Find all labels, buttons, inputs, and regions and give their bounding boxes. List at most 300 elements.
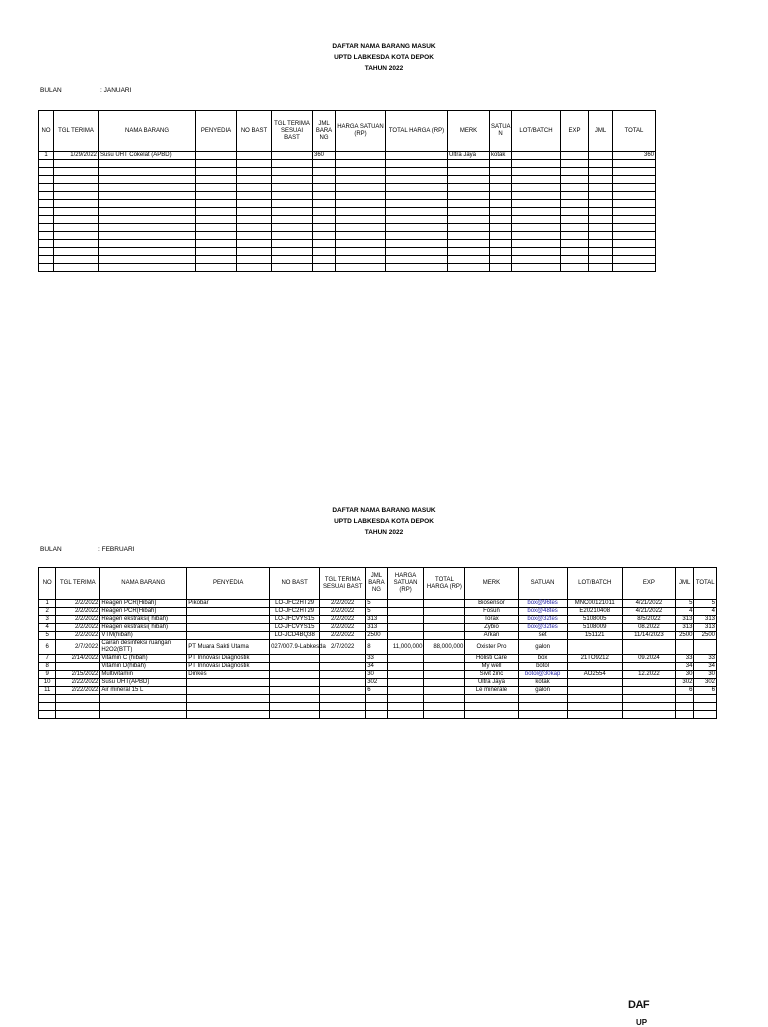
cell-no-bast[interactable] bbox=[237, 256, 272, 264]
cell-satuan[interactable] bbox=[490, 224, 512, 232]
cell-merk[interactable] bbox=[448, 232, 490, 240]
cell-jml[interactable]: 6 bbox=[676, 687, 694, 695]
cell-harga-satuan[interactable] bbox=[387, 711, 424, 719]
cell-tgl-terima[interactable] bbox=[56, 711, 100, 719]
cell-no[interactable] bbox=[39, 160, 54, 168]
cell-tgl-terima[interactable]: 2/2/2022 bbox=[56, 632, 100, 640]
cell-tgl-terima[interactable]: 1/29/2022 bbox=[54, 152, 99, 160]
cell-total[interactable] bbox=[694, 703, 717, 711]
cell-tgl-bast[interactable] bbox=[272, 232, 313, 240]
cell-tgl-terima[interactable] bbox=[54, 256, 99, 264]
cell-total[interactable] bbox=[613, 216, 656, 224]
cell-exp[interactable]: 09.2024 bbox=[622, 655, 675, 663]
cell-penyedia[interactable] bbox=[196, 176, 237, 184]
cell-total-harga[interactable] bbox=[386, 168, 448, 176]
cell-no[interactable]: 5 bbox=[39, 632, 56, 640]
cell-no[interactable]: 6 bbox=[39, 640, 56, 655]
cell-jml-barang[interactable]: 360 bbox=[313, 152, 336, 160]
cell-total[interactable] bbox=[613, 264, 656, 272]
cell-harga-satuan[interactable] bbox=[336, 168, 386, 176]
cell-tgl-terima[interactable] bbox=[54, 208, 99, 216]
cell-no[interactable] bbox=[39, 248, 54, 256]
cell-jml[interactable] bbox=[589, 224, 613, 232]
cell-nama-barang[interactable] bbox=[99, 240, 196, 248]
cell-nama-barang[interactable] bbox=[99, 176, 196, 184]
cell-total[interactable]: 33 bbox=[694, 655, 717, 663]
cell-tgl-bast[interactable]: 2/2/2022 bbox=[320, 624, 366, 632]
cell-merk[interactable]: Le minerale bbox=[465, 687, 518, 695]
cell-nama-barang[interactable] bbox=[100, 695, 187, 703]
cell-tgl-terima[interactable]: 2/2/2022 bbox=[56, 608, 100, 616]
cell-harga-satuan[interactable] bbox=[387, 624, 424, 632]
cell-jml[interactable] bbox=[589, 216, 613, 224]
cell-harga-satuan[interactable] bbox=[336, 208, 386, 216]
cell-total[interactable]: 360 bbox=[613, 152, 656, 160]
cell-jml[interactable] bbox=[589, 240, 613, 248]
cell-merk[interactable] bbox=[448, 224, 490, 232]
cell-penyedia[interactable] bbox=[187, 711, 270, 719]
cell-merk[interactable] bbox=[448, 160, 490, 168]
cell-merk[interactable]: Torax bbox=[465, 616, 518, 624]
cell-satuan[interactable]: box bbox=[518, 655, 567, 663]
cell-harga-satuan[interactable] bbox=[336, 192, 386, 200]
cell-exp[interactable] bbox=[561, 240, 589, 248]
cell-harga-satuan[interactable] bbox=[387, 616, 424, 624]
cell-jml-barang[interactable] bbox=[313, 192, 336, 200]
cell-tgl-terima[interactable] bbox=[54, 240, 99, 248]
cell-tgl-bast[interactable] bbox=[272, 224, 313, 232]
cell-exp[interactable] bbox=[561, 264, 589, 272]
cell-total-harga[interactable] bbox=[386, 216, 448, 224]
cell-penyedia[interactable] bbox=[187, 608, 270, 616]
cell-nama-barang[interactable] bbox=[99, 216, 196, 224]
cell-satuan[interactable]: kotak bbox=[518, 679, 567, 687]
cell-total-harga[interactable] bbox=[424, 608, 465, 616]
cell-tgl-bast[interactable] bbox=[272, 152, 313, 160]
cell-tgl-terima[interactable] bbox=[54, 216, 99, 224]
cell-penyedia[interactable] bbox=[187, 687, 270, 695]
cell-total-harga[interactable] bbox=[386, 160, 448, 168]
cell-total-harga[interactable] bbox=[424, 679, 465, 687]
cell-nama-barang[interactable]: Air mineral 15 L bbox=[100, 687, 187, 695]
cell-tgl-bast[interactable] bbox=[272, 256, 313, 264]
cell-total-harga[interactable] bbox=[386, 152, 448, 160]
cell-harga-satuan[interactable] bbox=[336, 176, 386, 184]
cell-lot-batch[interactable] bbox=[512, 184, 561, 192]
cell-exp[interactable] bbox=[622, 695, 675, 703]
cell-tgl-terima[interactable]: 2/2/2022 bbox=[56, 616, 100, 624]
cell-satuan[interactable]: box@32tes bbox=[518, 616, 567, 624]
cell-harga-satuan[interactable] bbox=[387, 655, 424, 663]
cell-satuan[interactable] bbox=[490, 240, 512, 248]
cell-jml[interactable] bbox=[589, 176, 613, 184]
cell-tgl-terima[interactable] bbox=[56, 703, 100, 711]
cell-tgl-bast[interactable] bbox=[320, 703, 366, 711]
cell-satuan[interactable] bbox=[490, 264, 512, 272]
cell-penyedia[interactable] bbox=[196, 240, 237, 248]
cell-exp[interactable]: 12.2022 bbox=[622, 671, 675, 679]
cell-merk[interactable] bbox=[448, 192, 490, 200]
cell-no-bast[interactable]: LO-JFCVYS15 bbox=[270, 624, 320, 632]
cell-tgl-bast[interactable] bbox=[320, 711, 366, 719]
cell-lot-batch[interactable]: 151121 bbox=[567, 632, 622, 640]
cell-no[interactable]: 10 bbox=[39, 679, 56, 687]
cell-tgl-terima[interactable] bbox=[54, 232, 99, 240]
cell-merk[interactable]: Holisti Care bbox=[465, 655, 518, 663]
cell-exp[interactable] bbox=[561, 232, 589, 240]
cell-nama-barang[interactable] bbox=[99, 248, 196, 256]
cell-total-harga[interactable] bbox=[386, 232, 448, 240]
cell-nama-barang[interactable] bbox=[99, 160, 196, 168]
cell-jml-barang[interactable]: 30 bbox=[366, 671, 387, 679]
cell-merk[interactable] bbox=[448, 216, 490, 224]
cell-no[interactable] bbox=[39, 240, 54, 248]
cell-penyedia[interactable] bbox=[187, 632, 270, 640]
cell-total-harga[interactable] bbox=[386, 184, 448, 192]
cell-tgl-bast[interactable]: 2/2/2022 bbox=[320, 632, 366, 640]
cell-nama-barang[interactable]: Vitamin D(hibah) bbox=[100, 663, 187, 671]
cell-nama-barang[interactable] bbox=[99, 224, 196, 232]
cell-lot-batch[interactable] bbox=[512, 208, 561, 216]
cell-tgl-bast[interactable]: 2/2/2022 bbox=[320, 608, 366, 616]
cell-jml-barang[interactable]: 34 bbox=[366, 663, 387, 671]
cell-total[interactable]: 5 bbox=[694, 600, 717, 608]
cell-jml[interactable] bbox=[676, 640, 694, 655]
cell-tgl-bast[interactable] bbox=[272, 200, 313, 208]
cell-tgl-terima[interactable] bbox=[54, 200, 99, 208]
cell-penyedia[interactable] bbox=[196, 192, 237, 200]
cell-total[interactable]: 302 bbox=[694, 679, 717, 687]
cell-exp[interactable] bbox=[622, 663, 675, 671]
cell-no-bast[interactable] bbox=[270, 671, 320, 679]
cell-no-bast[interactable] bbox=[237, 232, 272, 240]
cell-total-harga[interactable] bbox=[386, 208, 448, 216]
cell-lot-batch[interactable] bbox=[567, 640, 622, 655]
cell-jml[interactable] bbox=[589, 184, 613, 192]
cell-harga-satuan[interactable] bbox=[387, 632, 424, 640]
cell-jml-barang[interactable] bbox=[313, 200, 336, 208]
cell-lot-batch[interactable] bbox=[512, 192, 561, 200]
cell-jml[interactable] bbox=[589, 160, 613, 168]
cell-jml[interactable] bbox=[589, 208, 613, 216]
cell-no-bast[interactable]: LO-JFCVYS15 bbox=[270, 616, 320, 624]
cell-total-harga[interactable] bbox=[424, 655, 465, 663]
cell-harga-satuan[interactable] bbox=[336, 248, 386, 256]
cell-lot-batch[interactable]: 21TO9212 bbox=[567, 655, 622, 663]
cell-merk[interactable]: Ultra Jaya bbox=[448, 152, 490, 160]
cell-total-harga[interactable] bbox=[424, 687, 465, 695]
cell-tgl-bast[interactable] bbox=[272, 248, 313, 256]
cell-no-bast[interactable] bbox=[270, 663, 320, 671]
cell-penyedia[interactable] bbox=[196, 184, 237, 192]
cell-merk[interactable]: Sivit zinc bbox=[465, 671, 518, 679]
cell-nama-barang[interactable] bbox=[99, 208, 196, 216]
cell-exp[interactable] bbox=[622, 679, 675, 687]
cell-exp[interactable] bbox=[561, 216, 589, 224]
cell-jml-barang[interactable]: 33 bbox=[366, 655, 387, 663]
cell-merk[interactable]: Ultra Jaya bbox=[465, 679, 518, 687]
cell-nama-barang[interactable]: Susu UHT Cokelat (APBD) bbox=[99, 152, 196, 160]
cell-no[interactable] bbox=[39, 176, 54, 184]
cell-nama-barang[interactable] bbox=[99, 200, 196, 208]
cell-no[interactable]: 11 bbox=[39, 687, 56, 695]
cell-no-bast[interactable] bbox=[237, 184, 272, 192]
cell-jml[interactable] bbox=[589, 200, 613, 208]
cell-total[interactable] bbox=[613, 224, 656, 232]
cell-lot-batch[interactable] bbox=[567, 679, 622, 687]
cell-satuan[interactable]: galon bbox=[518, 640, 567, 655]
cell-satuan[interactable] bbox=[490, 200, 512, 208]
cell-satuan[interactable]: box@96tes bbox=[518, 600, 567, 608]
cell-penyedia[interactable]: Dinkes bbox=[187, 671, 270, 679]
cell-jml[interactable]: 302 bbox=[676, 679, 694, 687]
cell-satuan[interactable]: botol bbox=[518, 663, 567, 671]
cell-tgl-bast[interactable] bbox=[272, 216, 313, 224]
cell-total[interactable] bbox=[613, 192, 656, 200]
cell-no-bast[interactable] bbox=[237, 200, 272, 208]
cell-no[interactable]: 4 bbox=[39, 624, 56, 632]
cell-satuan[interactable]: box@48tes bbox=[518, 608, 567, 616]
cell-total-harga[interactable] bbox=[424, 663, 465, 671]
cell-harga-satuan[interactable] bbox=[336, 256, 386, 264]
cell-harga-satuan[interactable] bbox=[336, 152, 386, 160]
cell-tgl-terima[interactable] bbox=[54, 168, 99, 176]
cell-jml-barang[interactable] bbox=[313, 168, 336, 176]
cell-no-bast[interactable] bbox=[270, 679, 320, 687]
cell-no-bast[interactable] bbox=[237, 240, 272, 248]
cell-tgl-terima[interactable] bbox=[54, 248, 99, 256]
cell-no-bast[interactable] bbox=[237, 208, 272, 216]
cell-jml[interactable]: 34 bbox=[676, 663, 694, 671]
cell-no-bast[interactable] bbox=[270, 711, 320, 719]
cell-jml-barang[interactable] bbox=[313, 264, 336, 272]
cell-lot-batch[interactable] bbox=[512, 256, 561, 264]
cell-lot-batch[interactable] bbox=[567, 687, 622, 695]
cell-merk[interactable]: Biosensor bbox=[465, 600, 518, 608]
cell-jml[interactable]: 5 bbox=[676, 600, 694, 608]
cell-no-bast[interactable] bbox=[237, 168, 272, 176]
cell-no-bast[interactable] bbox=[237, 152, 272, 160]
cell-total-harga[interactable] bbox=[424, 711, 465, 719]
cell-satuan[interactable] bbox=[518, 695, 567, 703]
cell-no[interactable]: 2 bbox=[39, 608, 56, 616]
cell-penyedia[interactable] bbox=[187, 679, 270, 687]
cell-jml-barang[interactable]: 2500 bbox=[366, 632, 387, 640]
cell-jml[interactable] bbox=[589, 168, 613, 176]
cell-exp[interactable] bbox=[561, 192, 589, 200]
cell-no[interactable] bbox=[39, 184, 54, 192]
cell-tgl-terima[interactable]: 2/7/2022 bbox=[56, 640, 100, 655]
cell-nama-barang[interactable] bbox=[99, 232, 196, 240]
cell-jml-barang[interactable] bbox=[366, 695, 387, 703]
cell-no[interactable] bbox=[39, 200, 54, 208]
cell-exp[interactable] bbox=[561, 256, 589, 264]
cell-satuan[interactable] bbox=[490, 248, 512, 256]
cell-total-harga[interactable] bbox=[424, 703, 465, 711]
cell-total-harga[interactable] bbox=[386, 224, 448, 232]
cell-no-bast[interactable] bbox=[237, 264, 272, 272]
cell-total[interactable] bbox=[694, 695, 717, 703]
cell-jml[interactable] bbox=[589, 248, 613, 256]
cell-total-harga[interactable] bbox=[386, 200, 448, 208]
cell-exp[interactable] bbox=[622, 711, 675, 719]
cell-penyedia[interactable] bbox=[196, 216, 237, 224]
cell-jml[interactable]: 313 bbox=[676, 624, 694, 632]
cell-merk[interactable]: Zybio bbox=[465, 624, 518, 632]
cell-penyedia[interactable] bbox=[196, 168, 237, 176]
cell-harga-satuan[interactable] bbox=[387, 703, 424, 711]
cell-exp[interactable] bbox=[622, 687, 675, 695]
cell-merk[interactable] bbox=[465, 695, 518, 703]
cell-tgl-bast[interactable]: 2/7/2022 bbox=[320, 640, 366, 655]
cell-tgl-bast[interactable] bbox=[272, 240, 313, 248]
cell-total-harga[interactable] bbox=[424, 616, 465, 624]
cell-jml-barang[interactable]: 6 bbox=[366, 687, 387, 695]
cell-exp[interactable] bbox=[561, 224, 589, 232]
cell-lot-batch[interactable] bbox=[512, 224, 561, 232]
cell-total-harga[interactable] bbox=[424, 632, 465, 640]
cell-satuan[interactable] bbox=[490, 232, 512, 240]
cell-merk[interactable] bbox=[465, 711, 518, 719]
cell-tgl-terima[interactable]: 2/14/2022 bbox=[56, 655, 100, 663]
cell-total-harga[interactable] bbox=[424, 600, 465, 608]
cell-lot-batch[interactable] bbox=[567, 695, 622, 703]
cell-exp[interactable] bbox=[561, 176, 589, 184]
cell-total[interactable] bbox=[613, 184, 656, 192]
cell-lot-batch[interactable] bbox=[567, 711, 622, 719]
cell-no[interactable]: 9 bbox=[39, 671, 56, 679]
cell-lot-batch[interactable]: AO2554 bbox=[567, 671, 622, 679]
cell-harga-satuan[interactable] bbox=[387, 663, 424, 671]
cell-harga-satuan[interactable] bbox=[336, 216, 386, 224]
cell-lot-batch[interactable] bbox=[512, 200, 561, 208]
cell-jml-barang[interactable] bbox=[313, 256, 336, 264]
cell-tgl-bast[interactable]: 2/2/2022 bbox=[320, 616, 366, 624]
cell-tgl-terima[interactable]: 2/22/2022 bbox=[56, 687, 100, 695]
cell-total-harga[interactable] bbox=[386, 248, 448, 256]
cell-total[interactable] bbox=[613, 256, 656, 264]
cell-total[interactable]: 2500 bbox=[694, 632, 717, 640]
cell-total-harga[interactable] bbox=[386, 264, 448, 272]
cell-total-harga[interactable] bbox=[424, 695, 465, 703]
cell-penyedia[interactable] bbox=[196, 232, 237, 240]
cell-no[interactable]: 1 bbox=[39, 600, 56, 608]
cell-tgl-bast[interactable] bbox=[272, 192, 313, 200]
cell-no[interactable]: 1 bbox=[39, 152, 54, 160]
cell-total[interactable] bbox=[613, 240, 656, 248]
cell-no-bast[interactable] bbox=[237, 176, 272, 184]
cell-harga-satuan[interactable] bbox=[336, 200, 386, 208]
cell-no-bast[interactable] bbox=[237, 216, 272, 224]
cell-satuan[interactable] bbox=[490, 192, 512, 200]
cell-jml[interactable] bbox=[676, 695, 694, 703]
cell-lot-batch[interactable]: 5108005 bbox=[567, 616, 622, 624]
cell-penyedia[interactable]: PT Innovasi Diagnostik bbox=[187, 663, 270, 671]
cell-total-harga[interactable] bbox=[386, 176, 448, 184]
cell-nama-barang[interactable]: VTM(hibah) bbox=[100, 632, 187, 640]
cell-satuan[interactable]: box@32tes bbox=[518, 624, 567, 632]
cell-jml[interactable] bbox=[676, 703, 694, 711]
cell-merk[interactable] bbox=[448, 184, 490, 192]
cell-exp[interactable]: 08.2022 bbox=[622, 624, 675, 632]
cell-lot-batch[interactable]: E20210408 bbox=[567, 608, 622, 616]
cell-no-bast[interactable]: LO-JFC2HT29 bbox=[270, 600, 320, 608]
cell-jml[interactable] bbox=[589, 192, 613, 200]
cell-satuan[interactable] bbox=[518, 703, 567, 711]
cell-satuan[interactable] bbox=[490, 160, 512, 168]
cell-nama-barang[interactable]: Reagen PCR(Hibah) bbox=[100, 600, 187, 608]
cell-total-harga[interactable] bbox=[386, 256, 448, 264]
cell-tgl-bast[interactable] bbox=[320, 655, 366, 663]
cell-penyedia[interactable] bbox=[196, 256, 237, 264]
cell-no[interactable] bbox=[39, 264, 54, 272]
cell-nama-barang[interactable] bbox=[99, 256, 196, 264]
cell-merk[interactable] bbox=[448, 200, 490, 208]
cell-no[interactable] bbox=[39, 168, 54, 176]
cell-merk[interactable] bbox=[448, 256, 490, 264]
cell-no-bast[interactable]: LO-JFC2HT29 bbox=[270, 608, 320, 616]
cell-lot-batch[interactable] bbox=[512, 176, 561, 184]
cell-no-bast[interactable] bbox=[270, 687, 320, 695]
cell-satuan[interactable]: kotak bbox=[490, 152, 512, 160]
cell-exp[interactable] bbox=[622, 640, 675, 655]
cell-jml-barang[interactable] bbox=[313, 208, 336, 216]
cell-tgl-bast[interactable] bbox=[320, 695, 366, 703]
cell-jml-barang[interactable] bbox=[313, 232, 336, 240]
cell-jml[interactable]: 2500 bbox=[676, 632, 694, 640]
cell-merk[interactable] bbox=[448, 264, 490, 272]
cell-no[interactable] bbox=[39, 232, 54, 240]
cell-merk[interactable]: Oxister Pro bbox=[465, 640, 518, 655]
cell-no-bast[interactable]: LO-JCD4BQ38 bbox=[270, 632, 320, 640]
cell-tgl-terima[interactable] bbox=[56, 663, 100, 671]
cell-satuan[interactable]: botol@30kap bbox=[518, 671, 567, 679]
cell-lot-batch[interactable] bbox=[567, 663, 622, 671]
cell-harga-satuan[interactable]: 11,000,000 bbox=[387, 640, 424, 655]
cell-total[interactable] bbox=[613, 248, 656, 256]
cell-exp[interactable] bbox=[561, 152, 589, 160]
cell-satuan[interactable]: galon bbox=[518, 687, 567, 695]
cell-penyedia[interactable] bbox=[196, 264, 237, 272]
cell-nama-barang[interactable]: Multivitamin bbox=[100, 671, 187, 679]
cell-total-harga[interactable] bbox=[424, 624, 465, 632]
cell-no-bast[interactable]: 027/007.9-Labkesda bbox=[270, 640, 320, 655]
cell-tgl-bast[interactable]: 2/2/2022 bbox=[320, 600, 366, 608]
cell-tgl-terima[interactable] bbox=[54, 192, 99, 200]
cell-jml-barang[interactable]: 302 bbox=[366, 679, 387, 687]
cell-total-harga[interactable] bbox=[424, 671, 465, 679]
cell-jml-barang[interactable] bbox=[366, 711, 387, 719]
cell-lot-batch[interactable] bbox=[567, 703, 622, 711]
cell-jml-barang[interactable] bbox=[313, 216, 336, 224]
cell-no[interactable] bbox=[39, 224, 54, 232]
cell-penyedia[interactable] bbox=[196, 160, 237, 168]
cell-total-harga[interactable] bbox=[386, 192, 448, 200]
cell-harga-satuan[interactable] bbox=[336, 224, 386, 232]
cell-tgl-terima[interactable]: 2/2/2022 bbox=[56, 600, 100, 608]
cell-tgl-terima[interactable]: 2/2/2022 bbox=[56, 624, 100, 632]
cell-exp[interactable] bbox=[622, 703, 675, 711]
cell-lot-batch[interactable] bbox=[512, 240, 561, 248]
cell-nama-barang[interactable] bbox=[100, 711, 187, 719]
cell-penyedia[interactable] bbox=[187, 624, 270, 632]
cell-no[interactable]: 3 bbox=[39, 616, 56, 624]
cell-tgl-terima[interactable] bbox=[54, 224, 99, 232]
cell-jml-barang[interactable]: 313 bbox=[366, 624, 387, 632]
cell-nama-barang[interactable]: Susu UHT(APBD) bbox=[100, 679, 187, 687]
cell-no[interactable] bbox=[39, 192, 54, 200]
cell-tgl-bast[interactable] bbox=[320, 663, 366, 671]
